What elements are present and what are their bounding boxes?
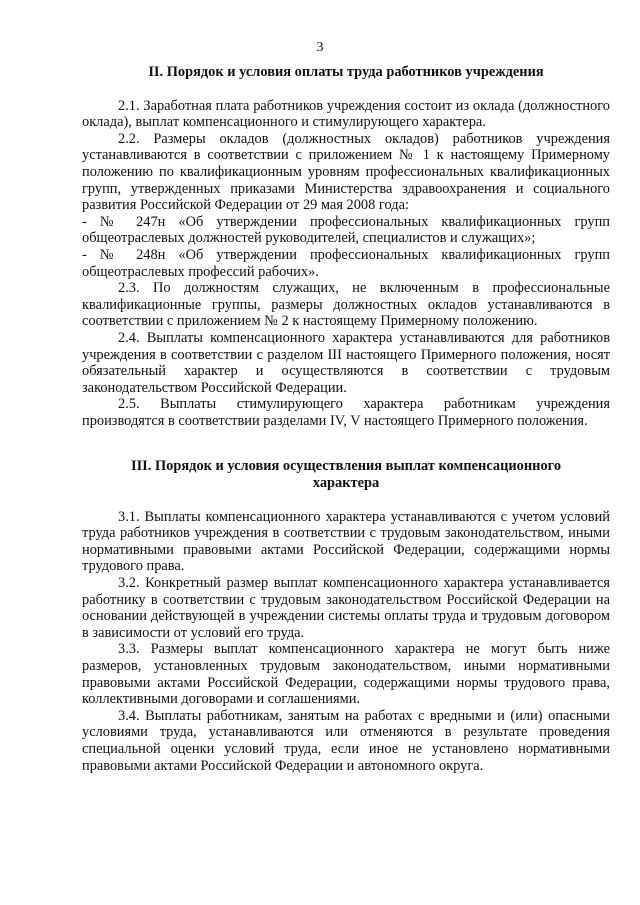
- paragraph-2-3: 2.3. По должностям служащих, не включенным в профессиональные квалификационные группы, размеры должностных окладов устанавливаются в соответствии с приложением № 2 к настоящему Примерному положению.: [82, 280, 610, 330]
- paragraph-3-1: 3.1. Выплаты компенсационного характера устанавливаются с учетом условий труда работников учреждения в соответствии с трудовым законодательством, иными нормативными правовыми актами Российской Федерации, содержащими нормы трудового права.: [82, 508, 610, 575]
- list-item-247n: - № 247н «Об утверждении профессиональных квалификационных групп общеотраслевых должностей руководителей, специалистов и служащих»;: [82, 213, 610, 247]
- paragraph-2-2: 2.2. Размеры окладов (должностных окладов) работников учреждения устанавливаются в соответствии с приложением № 1 к настоящему Примерному положению по квалификационным уровням профессиональных квалификационных групп, утвержденных приказами Министерства здравоохранения и социального развития Российской Федерации от 29 мая 2008 года:: [82, 130, 610, 214]
- paragraph-2-4: 2.4. Выплаты компенсационного характера устанавливаются для работников учреждения в соответствии с разделом III настоящего Примерного положения, носят обязательный характер и осуществляются в соответствии с трудовым законодательством Российской Федерации.: [82, 329, 610, 396]
- paragraph-3-4: 3.4. Выплаты работникам, занятым на работах с вредными и (или) опасными условиями труда, устанавливаются или отменяются в результате проведения специальной оценки условий труда, если иное не установлено нормативными правовыми актами Российской Федерации и автономного округа.: [82, 707, 610, 774]
- page-number: 3: [316, 40, 324, 55]
- list-item-248n: - № 248н «Об утверждении профессиональных квалификационных групп общеотраслевых профессий рабочих».: [82, 246, 610, 280]
- paragraph-2-1: 2.1. Заработная плата работников учреждения состоит из оклада (должностного оклада), выплат компенсационного и стимулирующего характера.: [82, 97, 610, 131]
- section-3-heading: III. Порядок и условия осуществления выплат компенсационного характера: [130, 458, 562, 492]
- paragraph-3-3: 3.3. Размеры выплат компенсационного характера не могут быть ниже размеров, установленных трудовым законодательством, иными нормативными правовыми актами Российской Федерации, содержащими нормы трудового права, коллективными договорами и соглашениями.: [82, 641, 610, 708]
- document-body: [82, 64, 610, 774]
- section-3: [82, 458, 610, 774]
- section-2: [82, 64, 610, 429]
- paragraph-2-5: 2.5. Выплаты стимулирующего характера работникам учреждения производятся в соответствии разделами IV, V настоящего Примерного положения.: [82, 396, 610, 429]
- paragraph-3-2: 3.2. Конкретный размер выплат компенсационного характера устанавливается работнику в соответствии с трудовым законодательством Российской Федерации на основании действующей в учреждении системы оплаты труда и трудовым договором в зависимости от условий его труда.: [82, 575, 610, 641]
- section-2-heading: II. Порядок и условия оплаты труда работников учреждения: [148, 64, 544, 80]
